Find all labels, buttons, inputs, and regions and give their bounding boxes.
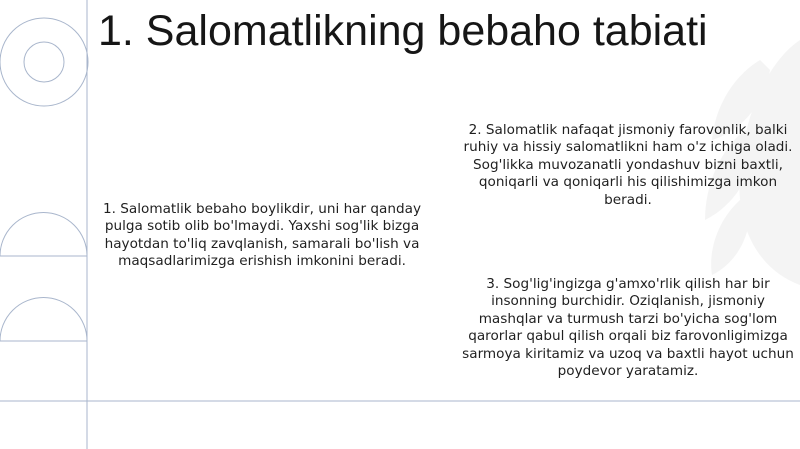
paragraph-1: 1. Salomatlik bebaho boylikdir, uni har qanday pulga sotib olib bo'lmaydi. Yaxshi sog'lik bizga hayotdan to'liq zavqlanish, samarali bo'lish va maqsadlarimizga erishish imkonini beradi.	[102, 201, 421, 270]
upper-arch	[0, 213, 87, 257]
slide-title: 1. Salomatlikning bebaho tabiati	[98, 7, 708, 55]
inner-circle	[24, 42, 64, 82]
outer-circle	[0, 18, 88, 106]
paragraph-3: 3. Sog'lig'ingizga g'amxo'rlik qilish har bir insonning burchidir. Oziqlanish, jismoniy mashqlar va turmush tarzi bo'yicha sog'lom qarorlar qabul qilish orqali biz farovonligimizga sarmoya kiritamiz va uzoq va baxtli hayot uchun poydevor yaratamiz.	[462, 276, 794, 380]
paragraph-2: 2. Salomatlik nafaqat jismoniy farovonlik, balki ruhiy va hissiy salomatlikni ham o'z ichiga oladi. Sog'likka muvozanatli yondashuv bizni baxtli, qoniqarli va qoniqarli his qilishimizga imkon beradi.	[463, 122, 793, 208]
lower-arch	[0, 298, 87, 342]
